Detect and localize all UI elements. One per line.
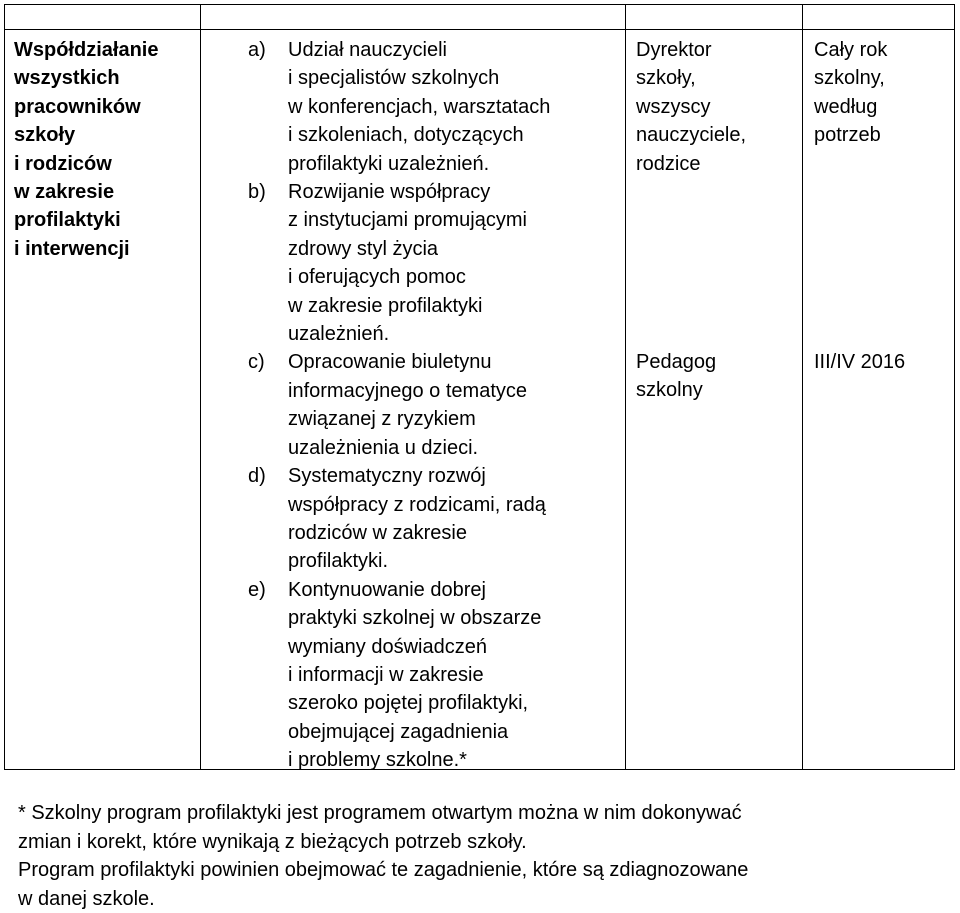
task-item-a [248,36,618,178]
column-divider-3 [802,4,803,770]
task-line: Udział nauczycieli [288,39,447,61]
task-line: szeroko pojętej profilaktyki, [288,692,529,715]
term-line: potrzeb [814,124,881,147]
table-border-top [4,4,955,5]
task-line: uzależnień. [288,323,390,346]
task-line: Kontynuowanie dobrej [288,578,486,601]
task-line: i szkoleniach, dotyczących [288,124,524,147]
term-group-2 [814,348,905,376]
task-text [288,348,527,462]
topic-line: i interwencji [14,237,130,260]
topic-line: i rodziców [14,152,112,175]
term-cell [814,36,954,756]
task-item-e [248,576,618,775]
topic-line: w zakresie [14,181,115,204]
task-line: praktyki szkolnej w obszarze [288,607,542,630]
topic-line: Współdziałanie [14,39,159,61]
task-letter: a) [248,39,266,61]
task-item-d [248,462,618,576]
table-border-left [4,4,5,770]
footnote-line: zmian i korekt, które wynikają z bieżących potrzeb szkoły. [18,830,527,853]
task-line: z instytucjami promującymi [288,209,527,232]
topic-line: profilaktyki [14,209,121,232]
topic-line: szkoły [14,124,76,147]
task-line: wymiany doświadczeń [288,635,487,658]
task-letter: c) [248,351,265,374]
task-line: i specjalistów szkolnych [288,67,500,90]
task-text [288,576,541,775]
task-item-b [248,178,618,348]
task-line: uzależnienia u dzieci. [288,436,479,459]
task-text [288,36,550,178]
task-text [288,462,546,576]
responsible-line: szkolny [636,379,703,402]
task-text [288,178,527,348]
term-line: szkolny, [814,67,885,90]
program-table [4,4,955,772]
footnote-line: * Szkolny program profilaktyki jest programem otwartym można w nim dokonywać [18,802,742,824]
task-letter: b) [248,181,266,204]
task-line: obejmującej zagadnienia [288,720,509,743]
responsible-line: Dyrektor [636,39,712,61]
task-line: Systematyczny rozwój [288,465,486,488]
table-header-divider [4,29,955,30]
responsible-group-1 [636,36,796,178]
task-line: Rozwijanie współpracy [288,181,491,204]
topic-line: wszystkich [14,67,120,90]
task-line: w zakresie profilaktyki [288,294,483,317]
term-group-1 [814,36,954,150]
term-line: Cały rok [814,39,888,61]
task-line: rodziców w zakresie [288,521,467,544]
responsible-line: Pedagog [636,351,717,373]
responsible-line: wszyscy [636,95,711,118]
task-line: informacyjnego o tematyce [288,379,528,402]
task-line: w konferencjach, warsztatach [288,95,551,118]
task-letter: d) [248,465,266,488]
task-line: i problemy szkolne.* [288,749,467,772]
responsible-line: nauczyciele, [636,124,747,147]
footnote-line: Program profilaktyki powinien obejmować te zagadnienie, które są zdiagnozowane [18,859,749,881]
footnote-line: w danej szkole. [18,887,155,910]
task-line: współpracy z rodzicami, radą [288,493,546,516]
responsible-cell [636,36,796,756]
column-divider-2 [625,4,626,770]
responsible-line: rodzice [636,152,701,175]
task-line: profilaktyki. [288,550,389,573]
term-line: według [814,95,878,118]
term-line: III/IV 2016 [814,351,906,373]
topic-line: pracowników [14,95,141,118]
table-border-right [954,4,955,770]
task-line: związanej z ryzykiem [288,408,476,431]
task-line: Opracowanie biuletynu [288,351,492,374]
task-line: zdrowy styl życia [288,237,439,260]
footnote [18,799,948,913]
task-line: i informacji w zakresie [288,663,484,686]
tasks-cell [248,36,618,775]
task-letter: e) [248,578,266,601]
column-divider-1 [200,4,201,770]
task-line: profilaktyki uzależnień. [288,152,490,175]
responsible-line: szkoły, [636,67,696,90]
topic-cell [14,36,194,263]
responsible-group-2 [636,348,716,405]
task-line: i oferujących pomoc [288,266,466,289]
task-item-c [248,348,618,462]
